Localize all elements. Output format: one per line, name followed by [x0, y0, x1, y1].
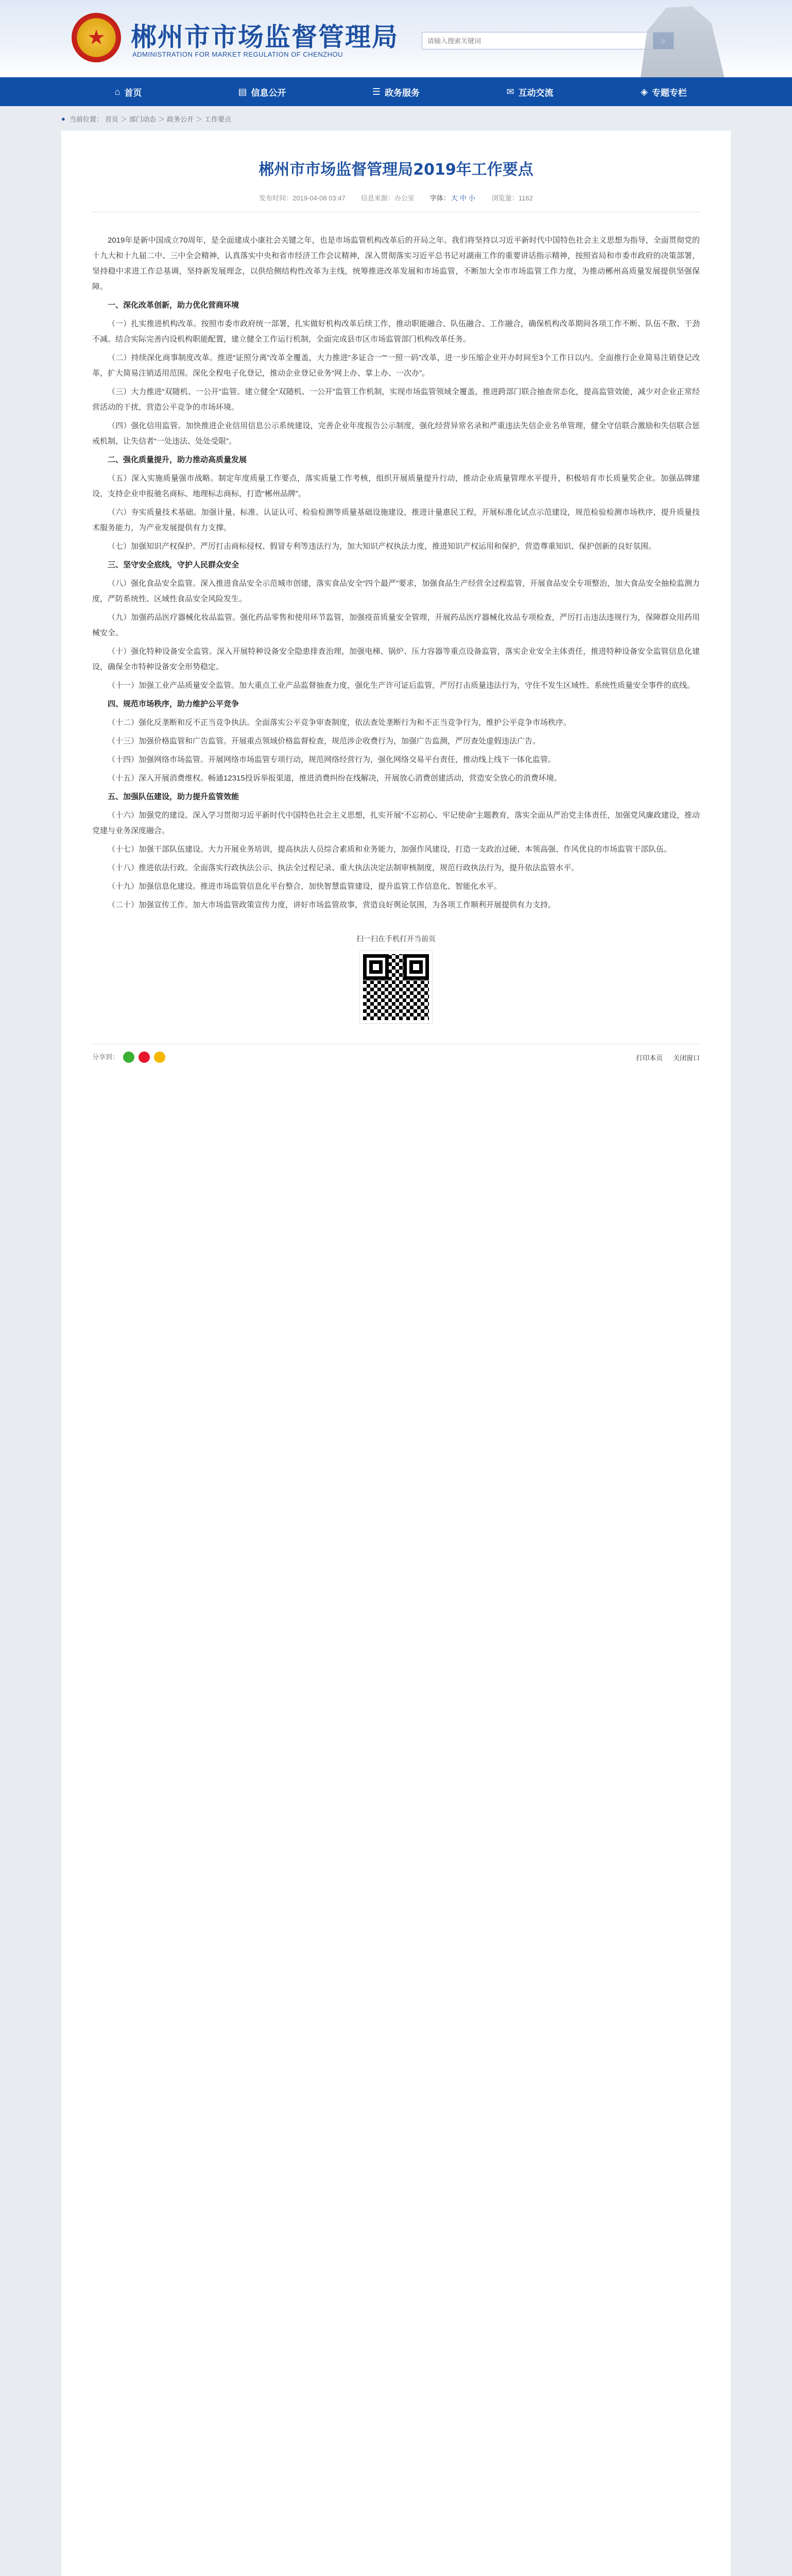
paragraph: （五）深入实施质量强市战略。制定年度质量工作要点，落实质量工作考核，组织开展质量提升行动，推动企业质量管理水平提升，积极培育市长质量奖企业。加强品牌建设，支持企业申报驰名商标、地理标志商标，打造“郴州品牌”。	[92, 474, 700, 498]
breadcrumb-home[interactable]: 首页	[105, 115, 118, 123]
nav-info-disclosure[interactable]: ▤ 信息公开	[238, 86, 286, 98]
service-icon: ☰	[372, 86, 381, 97]
paragraph: （二）持续深化商事制度改革。推进“证照分离”改革全覆盖，大力推进“多证合一”“一照一码”改革，进一步压缩企业开办时间至3个工作日以内。全面推行企业简易注销登记改革，扩大简易注销适用范围。深化全程电子化登记，推动企业登记业务“网上办、掌上办、一次办”。	[92, 353, 700, 378]
share-icons	[92, 1052, 165, 1063]
paragraph: （十一）加强工业产品质量安全监管。加大重点工业产品监督抽查力度，强化生产许可证后监管，严厉打击质量违法行为，守住不发生区域性、系统性质量安全事件的底线。	[108, 681, 695, 690]
weibo-share-icon[interactable]	[139, 1052, 150, 1063]
emblem-logo	[72, 13, 121, 62]
print-button[interactable]: 打印本页	[635, 1054, 663, 1062]
nav-interaction[interactable]: ✉ 互动交流	[506, 86, 554, 98]
paragraph: （十四）加强网络市场监管。开展网络市场监管专项行动，规范网络经营行为，强化网络交易平台责任，推动线上线下一体化监管。	[108, 755, 556, 764]
wechat-share-icon[interactable]	[123, 1052, 134, 1063]
search-box	[422, 32, 674, 49]
breadcrumb-sep: ＞	[195, 115, 202, 123]
article-actions	[636, 1053, 700, 1062]
paragraph: （二十）加强宣传工作。加大市场监管政策宣传力度，讲好市场监管故事，营造良好舆论氛围，为各项工作顺利开展提供有力支持。	[108, 901, 556, 909]
paragraph: （四）强化信用监管。加快推进企业信用信息公示系统建设，完善企业年度报告公示制度，强化经营异常名录和严重违法失信企业名单管理，健全守信联合激励和失信联合惩戒机制，让失信者“一处违法、处处受限”。	[92, 421, 700, 446]
doc-icon: ▤	[238, 86, 247, 97]
qr-block	[92, 934, 700, 1023]
paragraph: 2019年是新中国成立70周年，是全面建成小康社会关键之年，也是市场监管机构改革后的开局之年。我们将坚持以习近平新时代中国特色社会主义思想为指导，全面贯彻党的十九大和十九届二中、三中全会精神，认真落实中央和省市经济工作会议精神，深入贯彻落实习近平总书记对湖南工作的重要讲话指示精神，按照省局和市委市政府的决策部署，坚持稳中求进工作总基调，坚持新发展理念，以供给侧结构性改革为主线，统筹推进改革发展和市场监管，不断加大全市市场监管工作力度，为推动郴州高质量发展提供坚强保障。	[92, 236, 700, 291]
paragraph: （十九）加强信息化建设。推进市场监管信息化平台整合，加快智慧监管建设，提升监管工作信息化、智能化水平。	[108, 882, 502, 891]
breadcrumb-public[interactable]: 政务公开	[166, 115, 194, 123]
section-heading: 五、加强队伍建设，助力提升监管效能	[108, 792, 239, 801]
font-size-switch	[430, 193, 476, 202]
paragraph: （十七）加强干部队伍建设。大力开展业务培训，提高执法人员综合素质和业务能力，加强作风建设，打造一支政治过硬、本领高强、作风优良的市场监管干部队伍。	[108, 845, 672, 854]
qr-caption: 扫一扫在手机打开当前页	[356, 935, 436, 943]
paragraph: （七）加强知识产权保护。严厉打击商标侵权、假冒专利等违法行为，加大知识产权执法力度，推进知识产权运用和保护，营造尊重知识、保护创新的良好氛围。	[108, 542, 657, 551]
nav-services[interactable]: ☰ 政务服务	[372, 86, 420, 98]
font-medium[interactable]: 中	[459, 194, 467, 202]
paragraph: （九）加强药品医疗器械化妆品监管。强化药品零售和使用环节监管，加强疫苗质量安全管理，开展药品医疗器械化妆品专项检查，严厉打击违法违规行为，保障群众用药用械安全。	[92, 613, 700, 637]
article-body	[92, 233, 700, 913]
section-heading: 三、坚守安全底线，守护人民群众安全	[108, 561, 239, 569]
paragraph: （十六）加强党的建设。深入学习贯彻习近平新时代中国特色社会主义思想，扎实开展“不忘初心、牢记使命”主题教育，落实全面从严治党主体责任，加强党风廉政建设，推动党建与业务深度融合。	[92, 811, 700, 835]
article-panel	[61, 131, 731, 2576]
breadcrumb-label: 当前位置：	[69, 115, 103, 123]
info-source: 信息来源：办公室	[360, 194, 415, 202]
chat-icon: ✉	[506, 86, 514, 97]
nav-topics[interactable]: ◈ 专题专栏	[641, 86, 687, 98]
section-heading: 四、规范市场秩序，助力维护公平竞争	[108, 700, 239, 708]
close-window-button[interactable]: 关闭窗口	[673, 1054, 700, 1062]
breadcrumb-sep: ＞	[158, 115, 165, 123]
site-subtitle: ADMINISTRATION FOR MARKET REGULATION OF CHENZHOU	[132, 50, 343, 58]
breadcrumb-dept[interactable]: 部门动态	[129, 115, 156, 123]
qr-code	[360, 951, 432, 1023]
paragraph: （一）扎实推进机构改革。按照市委市政府统一部署，扎实做好机构改革后续工作，推动职能融合、队伍融合、工作融合，确保机构改革期间各项工作不断、队伍不散、干劲不减。结合实际完善内设机构职能配置，建立健全工作运行机制，全面完成县市区市场监管部门机构改革任务。	[92, 319, 700, 344]
paragraph: （三）大力推进“双随机、一公开”监管。建立健全“双随机、一公开”监管工作机制，实现市场监管领域全覆盖，推进跨部门联合抽查常态化，提高监管效能，减少对企业正常经营活动的干扰，营造公平竞争的市场环境。	[92, 387, 700, 412]
paragraph: （十五）深入开展消费维权。畅通12315投诉举报渠道，推进消费纠纷在线解决，开展放心消费创建活动，营造安全放心的消费环境。	[108, 774, 562, 783]
star-icon: ★	[87, 26, 106, 49]
paragraph: （八）强化食品安全监管。深入推进食品安全示范城市创建，落实食品安全“四个最严”要求，加强食品生产经营全过程监管，开展食品安全专项整治，加大食品安全抽检监测力度，严防系统性、区域性食品安全风险发生。	[92, 579, 700, 603]
site-title: 郴州市市场监督管理局	[131, 22, 399, 52]
paragraph: （六）夯实质量技术基础。加强计量、标准、认证认可、检验检测等质量基础设施建设，推进计量惠民工程，开展标准化试点示范建设，规范检验检测市场秩序，提升质量技术服务能力，为产业发展提供有力支撑。	[92, 508, 700, 532]
font-small[interactable]: 小	[468, 194, 475, 202]
paragraph: （十八）推进依法行政。全面落实行政执法公示、执法全过程记录、重大执法决定法制审核制度，规范行政执法行为，提升依法监管水平。	[108, 863, 579, 872]
breadcrumb-sep: ＞	[120, 115, 127, 123]
publish-date: 发布时间：2019-04-08 03:47	[259, 194, 346, 202]
font-large[interactable]: 大	[451, 194, 458, 202]
home-icon: ⌂	[114, 86, 120, 97]
topic-icon: ◈	[641, 86, 648, 97]
location-icon: ●	[61, 114, 65, 123]
paragraph: （十三）加强价格监管和广告监管。开展重点领域价格监督检查，规范涉企收费行为，加强广告监测，严厉查处虚假违法广告。	[108, 737, 541, 745]
search-input[interactable]	[422, 32, 653, 49]
main-nav	[0, 77, 792, 106]
view-count: 浏览量：1162	[491, 194, 533, 202]
article-meta	[92, 193, 700, 212]
nav-home[interactable]: ⌂ 首页	[114, 86, 142, 98]
site-header	[0, 0, 792, 77]
paragraph: （十二）强化反垄断和反不正当竞争执法。全面落实公平竞争审查制度，依法查处垄断行为和不正当竞争行为，维护公平竞争市场秩序。	[108, 718, 572, 727]
breadcrumb	[61, 106, 731, 131]
share-label: 分享到：	[92, 1053, 119, 1061]
font-size-label: 字体：	[429, 194, 450, 202]
article-title: 郴州市市场监督管理局2019年工作要点	[259, 161, 533, 179]
share-row	[92, 1044, 700, 1063]
paragraph: （十）强化特种设备安全监管。深入开展特种设备安全隐患排查治理，加强电梯、锅炉、压力容器等重点设备监管，落实企业安全主体责任，推进特种设备安全监管信息化建设，确保全市特种设备安全形势稳定。	[92, 647, 700, 671]
qzone-share-icon[interactable]	[154, 1052, 165, 1063]
breadcrumb-current[interactable]: 工作要点	[204, 115, 231, 123]
section-heading: 二、强化质量提升，助力推动高质量发展	[108, 455, 247, 464]
section-heading: 一、深化改革创新，助力优化营商环境	[108, 301, 239, 310]
